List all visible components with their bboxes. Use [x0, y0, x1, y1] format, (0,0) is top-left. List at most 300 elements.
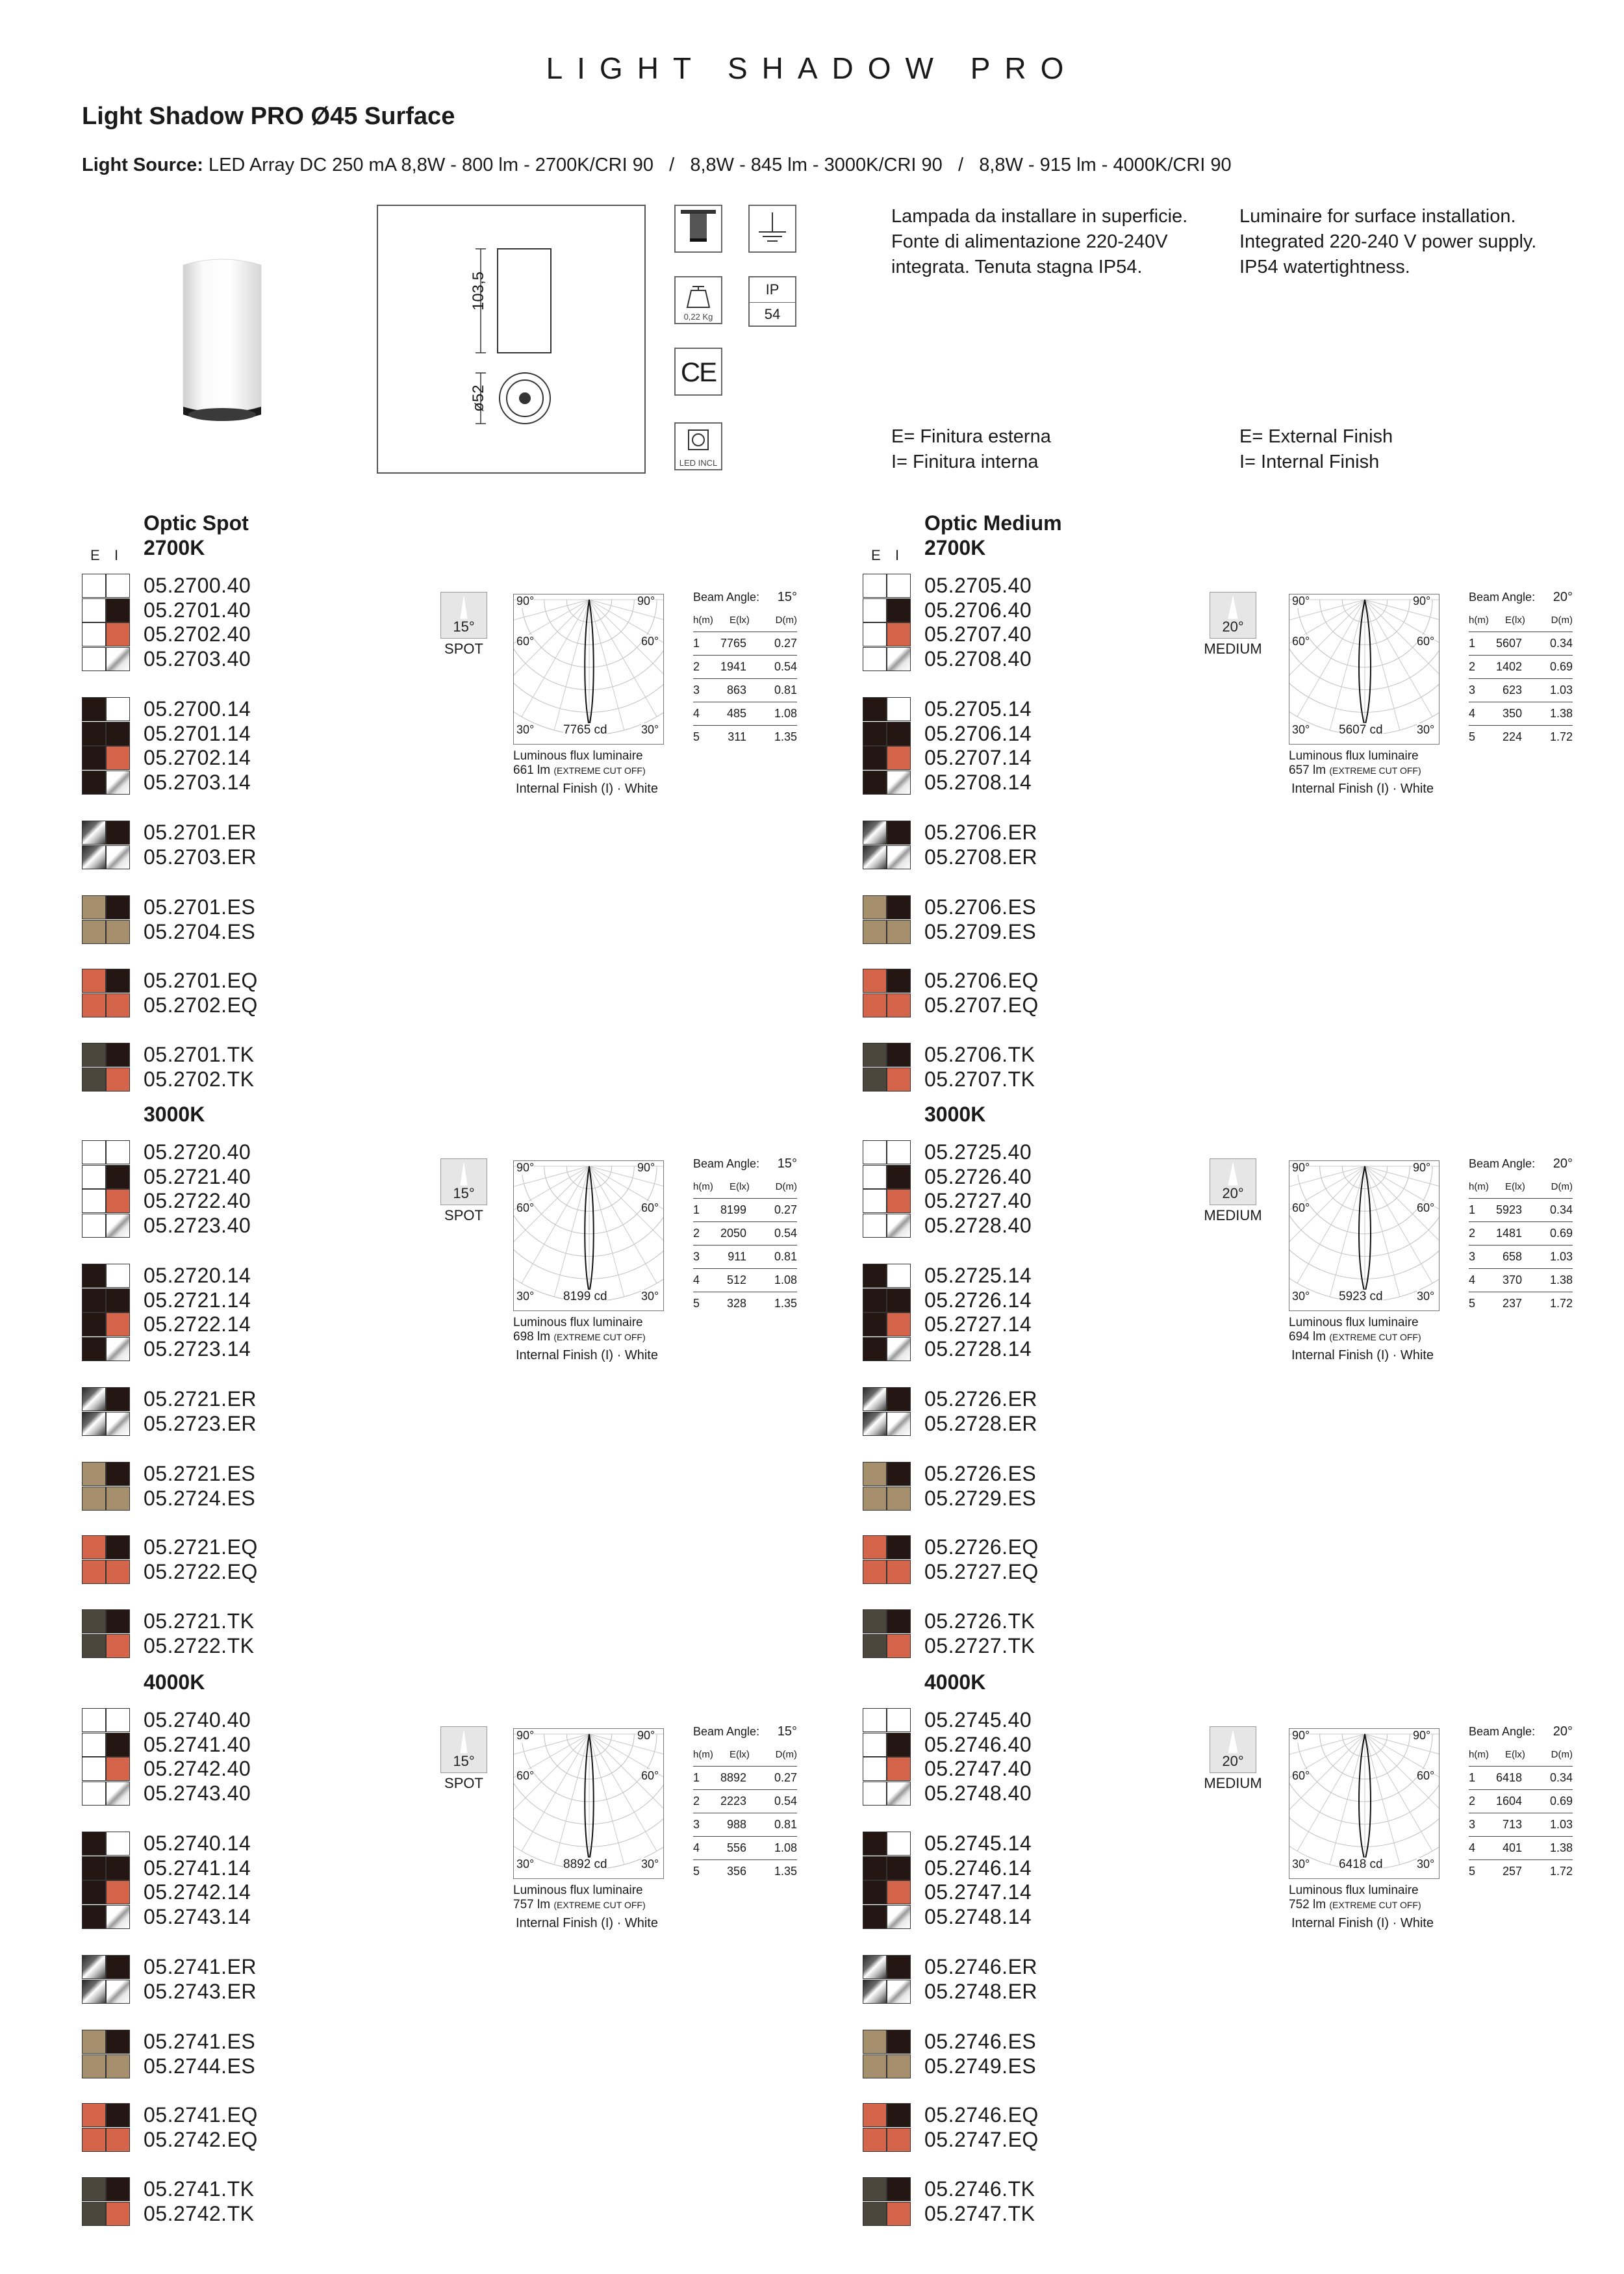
swatch-internal [106, 920, 130, 944]
product-code: 05.2726.40 [924, 1164, 1032, 1188]
table-cell: 370 [1502, 1273, 1522, 1286]
swatch-external [863, 969, 887, 993]
beam-type-icon [440, 1726, 487, 1773]
product-code: 05.2723.ER [144, 1411, 257, 1435]
product-code-row[interactable] [82, 1560, 355, 1584]
product-code-row[interactable] [863, 1189, 1136, 1213]
product-code-row[interactable] [82, 1043, 355, 1067]
swatch-external [863, 2030, 887, 2054]
product-code-row[interactable] [863, 1782, 1136, 1806]
table-column-header: D(m) [775, 1749, 797, 1760]
product-code-row[interactable] [82, 920, 355, 944]
product-code: 05.2701.ER [144, 821, 257, 844]
table-row [1469, 1813, 1573, 1837]
table-row [693, 679, 797, 702]
product-code-row[interactable] [863, 895, 1136, 919]
swatch-external [863, 1832, 887, 1856]
polar-grid-circle [1289, 600, 1439, 712]
table-cell: 401 [1502, 1841, 1522, 1854]
product-code-row[interactable] [82, 722, 355, 746]
product-code: 05.2746.EQ [924, 2103, 1039, 2127]
product-code: 05.2748.14 [924, 1904, 1032, 1928]
table-row [693, 1292, 797, 1315]
swatch-internal [887, 574, 911, 598]
beam-angle-value: 15° [777, 1724, 797, 1739]
product-code-row[interactable] [863, 1634, 1136, 1658]
flux-label: Luminous flux luminaire [1289, 749, 1419, 763]
product-code-row[interactable] [82, 1337, 355, 1361]
product-code: 05.2722.40 [144, 1189, 251, 1212]
product-code: 05.2745.40 [924, 1708, 1032, 1731]
product-code: 05.2747.40 [924, 1757, 1032, 1780]
swatch-internal [106, 1487, 130, 1511]
product-code-row[interactable] [863, 2054, 1136, 2078]
product-code-row[interactable] [863, 1462, 1136, 1486]
product-code-row[interactable] [82, 1905, 355, 1929]
polar-angle-label: 30° [641, 1858, 659, 1871]
product-code: 05.2723.40 [144, 1213, 251, 1237]
swatch-external [863, 1140, 887, 1164]
beam-icon-degrees: 20° [1222, 1185, 1244, 1201]
table-cell: 4 [693, 1273, 700, 1286]
photometric-table [693, 1720, 797, 1883]
product-code-row[interactable] [863, 1288, 1136, 1312]
product-code-row[interactable] [82, 1312, 355, 1336]
product-code-row[interactable] [82, 2030, 355, 2054]
table-cell: 1.38 [1549, 707, 1573, 720]
table-cell: 2 [1469, 1795, 1476, 1808]
swatch-external [863, 1733, 887, 1757]
product-code-row[interactable] [82, 598, 355, 622]
product-code-row[interactable] [863, 1043, 1136, 1067]
product-code-row[interactable] [82, 1165, 355, 1189]
product-code-row[interactable] [82, 746, 355, 770]
internal-finish-note: Internal Finish (I) · White [1291, 782, 1434, 796]
table-header-row [693, 1175, 797, 1199]
product-code-row[interactable] [863, 771, 1136, 795]
polar-angle-label: 60° [641, 1769, 659, 1782]
swatch-external [82, 746, 106, 770]
table-header-row [693, 609, 797, 632]
table-cell: 988 [726, 1818, 746, 1831]
product-code: 05.2728.ER [924, 1411, 1038, 1435]
polar-diagram-grid [514, 1161, 663, 1310]
table-header-row [1469, 1743, 1573, 1767]
swatch-internal [106, 1832, 130, 1856]
product-code: 05.2708.14 [924, 770, 1032, 794]
swatch-internal [887, 1832, 911, 1856]
product-code-row[interactable] [863, 1312, 1136, 1336]
swatch-internal [106, 969, 130, 993]
product-code-row[interactable] [82, 1757, 355, 1781]
swatch-internal [887, 1387, 911, 1411]
swatch-internal [887, 722, 911, 746]
product-code-row[interactable] [82, 1856, 355, 1880]
swatch-internal [887, 697, 911, 721]
polar-angle-label: 60° [1292, 1201, 1310, 1214]
swatch-external [863, 1980, 887, 2004]
product-code-row[interactable] [82, 993, 355, 1017]
table-cell: 5 [693, 1297, 700, 1310]
product-code-row[interactable] [82, 1214, 355, 1238]
beam-type-icon [440, 1158, 487, 1205]
swatch-external [82, 1214, 106, 1238]
beam-icon-degrees: 20° [1222, 1753, 1244, 1769]
polar-peak-value: 6418 cd [1339, 1858, 1383, 1871]
product-code: 05.2741.TK [144, 2177, 255, 2201]
polar-angle-label: 60° [516, 1201, 535, 1214]
product-code: 05.2740.40 [144, 1708, 251, 1731]
flux-label: Luminous flux luminaire [513, 749, 643, 763]
table-row [693, 1222, 797, 1246]
swatch-internal [106, 1955, 130, 1979]
table-column-header: E(lx) [1505, 615, 1525, 626]
product-code-row[interactable] [82, 1288, 355, 1312]
product-code-row[interactable] [863, 1535, 1136, 1559]
table-cell: 1 [693, 1771, 700, 1784]
table-cell: 0.54 [774, 660, 797, 673]
product-code-row[interactable] [863, 1856, 1136, 1880]
swatch-internal [106, 1387, 130, 1411]
product-code-row[interactable] [863, 647, 1136, 671]
table-cell: 4 [1469, 1273, 1476, 1286]
internal-finish-note: Internal Finish (I) · White [516, 1916, 658, 1930]
product-code-row[interactable] [863, 1980, 1136, 2004]
product-code-row[interactable] [863, 746, 1136, 770]
swatch-external [863, 598, 887, 622]
polar-angle-label: 30° [1292, 723, 1310, 736]
flux-value-line [1289, 1329, 1421, 1345]
table-cell: 4 [1469, 707, 1476, 720]
swatch-internal [106, 2054, 130, 2078]
swatch-internal [887, 1634, 911, 1658]
product-code-row[interactable] [863, 1832, 1136, 1856]
table-column-header: h(m) [1469, 1181, 1489, 1192]
table-row [1469, 1292, 1573, 1315]
swatch-external [863, 1487, 887, 1511]
product-code-row[interactable] [82, 1487, 355, 1511]
polar-angle-label: 30° [1417, 723, 1435, 736]
table-cell: 5607 [1495, 637, 1522, 650]
polar-peak-value: 5607 cd [1339, 723, 1383, 737]
product-code-row[interactable] [82, 2128, 355, 2152]
product-code: 05.2721.40 [144, 1164, 251, 1188]
product-code: 05.2705.40 [924, 574, 1032, 597]
swatch-external [82, 1609, 106, 1633]
product-code-row[interactable] [863, 1880, 1136, 1904]
table-cell: 0.34 [1549, 1203, 1573, 1216]
swatch-internal [106, 697, 130, 721]
product-code-row[interactable] [82, 1189, 355, 1213]
swatch-external [863, 1462, 887, 1486]
product-code-row[interactable] [82, 622, 355, 646]
swatch-internal [106, 722, 130, 746]
polar-angle-label: 90° [1292, 594, 1310, 607]
product-code-row[interactable] [863, 574, 1136, 598]
swatch-internal [887, 1782, 911, 1806]
product-code-row[interactable] [863, 1733, 1136, 1757]
ip-rating-icon [748, 276, 796, 327]
swatch-internal [887, 2128, 911, 2152]
product-title: Light Shadow PRO Ø45 Surface [82, 103, 455, 130]
product-code-row[interactable] [82, 2202, 355, 2226]
swatch-internal [106, 993, 130, 1017]
product-code: 05.2746.TK [924, 2177, 1035, 2201]
swatch-internal [106, 821, 130, 845]
product-code-row[interactable] [82, 1980, 355, 2004]
swatch-internal [887, 895, 911, 919]
swatch-external [863, 2202, 887, 2226]
product-code-row[interactable] [82, 821, 355, 845]
product-code-row[interactable] [82, 1140, 355, 1164]
product-code-row[interactable] [863, 969, 1136, 993]
product-code-row[interactable] [863, 2177, 1136, 2201]
product-code-row[interactable] [863, 1487, 1136, 1511]
product-code-row[interactable] [863, 2030, 1136, 2054]
product-code-row[interactable] [863, 2202, 1136, 2226]
product-code-row[interactable] [863, 1757, 1136, 1781]
table-row [1469, 1767, 1573, 1790]
table-column-header: E(lx) [1505, 1749, 1525, 1760]
finish-legend-english: E= External Finish I= Internal Finish [1239, 426, 1393, 472]
table-cell: 5 [1469, 1865, 1476, 1878]
internal-finish-note: Internal Finish (I) · White [1291, 1916, 1434, 1930]
flux-value: 757 lm [513, 1898, 554, 1911]
finish-header-i: I [895, 547, 900, 563]
product-code-row[interactable] [82, 1880, 355, 1904]
swatch-internal [106, 1189, 130, 1213]
swatch-internal [887, 1880, 911, 1904]
product-code-row[interactable] [863, 845, 1136, 869]
polar-grid-ray [1297, 600, 1365, 717]
table-cell: 0.81 [774, 1250, 797, 1263]
product-code-row[interactable] [82, 969, 355, 993]
swatch-internal [887, 1733, 911, 1757]
beam-type-icon [1210, 1726, 1256, 1773]
product-code-row[interactable] [82, 1634, 355, 1658]
swatch-internal [106, 895, 130, 919]
polar-angle-label: 90° [1292, 1729, 1310, 1742]
table-row [693, 1790, 797, 1813]
product-code-row[interactable] [82, 1708, 355, 1732]
product-code-row[interactable] [863, 722, 1136, 746]
product-code-row[interactable] [863, 1214, 1136, 1238]
product-code-row[interactable] [82, 1462, 355, 1486]
product-code: 05.2741.40 [144, 1732, 251, 1756]
product-code: 05.2706.14 [924, 721, 1032, 745]
product-code: 05.2700.40 [144, 574, 251, 597]
polar-grid-ray [522, 1734, 589, 1851]
swatch-external [863, 2177, 887, 2201]
table-row [1469, 1222, 1573, 1246]
product-code-row[interactable] [82, 845, 355, 869]
product-code: 05.2746.14 [924, 1856, 1032, 1880]
product-code-row[interactable] [82, 647, 355, 671]
table-cell: 1.35 [774, 730, 797, 743]
table-cell: 4 [1469, 1841, 1476, 1854]
product-code-row[interactable] [82, 1264, 355, 1288]
polar-angle-label: 60° [641, 635, 659, 648]
product-code-row[interactable] [82, 895, 355, 919]
product-code-row[interactable] [863, 920, 1136, 944]
swatch-external [82, 1387, 106, 1411]
table-cell: 3 [1469, 1818, 1476, 1831]
swatch-external [82, 1955, 106, 1979]
table-cell: 1 [1469, 637, 1476, 650]
table-cell: 0.27 [774, 1203, 797, 1216]
product-code: 05.2706.EQ [924, 969, 1039, 992]
product-code-row[interactable] [82, 1733, 355, 1757]
swatch-internal [887, 821, 911, 845]
product-code-row[interactable] [863, 1609, 1136, 1633]
table-cell: 1.38 [1549, 1273, 1573, 1286]
product-code-row[interactable] [863, 1140, 1136, 1164]
table-cell: 0.69 [1549, 1227, 1573, 1240]
beam-icon-degrees: 20° [1222, 619, 1244, 635]
product-code-row[interactable] [863, 622, 1136, 646]
product-code-row[interactable] [82, 1412, 355, 1436]
product-code: 05.2747.TK [924, 2201, 1035, 2225]
swatch-internal [887, 1312, 911, 1336]
swatch-external [82, 1043, 106, 1067]
product-code-row[interactable] [863, 1337, 1136, 1361]
product-code-row[interactable] [863, 1264, 1136, 1288]
table-row [693, 656, 797, 679]
product-code-row[interactable] [863, 1412, 1136, 1436]
swatch-external [82, 1462, 106, 1486]
beam-cone-shape [1228, 596, 1237, 619]
product-code-row[interactable] [863, 1560, 1136, 1584]
swatch-internal [887, 2030, 911, 2054]
product-code: 05.2743.14 [144, 1904, 251, 1928]
swatch-internal [887, 1955, 911, 1979]
swatch-internal [106, 1856, 130, 1880]
swatch-external [82, 598, 106, 622]
product-code: 05.2724.ES [144, 1486, 256, 1510]
polar-angle-label: 60° [1417, 635, 1435, 648]
product-code-row[interactable] [82, 1832, 355, 1856]
table-cell: 5 [693, 730, 700, 743]
swatch-internal [887, 1067, 911, 1092]
swatch-external [82, 1757, 106, 1781]
product-code-row[interactable] [863, 821, 1136, 845]
polar-angle-label: 90° [1413, 594, 1431, 607]
product-code-row[interactable] [863, 1387, 1136, 1411]
internal-finish-note: Internal Finish (I) · White [1291, 1348, 1434, 1362]
product-code-row[interactable] [863, 1955, 1136, 1979]
swatch-internal [887, 771, 911, 795]
swatch-external [82, 1312, 106, 1336]
table-row [1469, 1269, 1573, 1292]
flux-value: 698 lm [513, 1330, 554, 1344]
table-cell: 5 [1469, 1297, 1476, 1310]
swatch-external [82, 697, 106, 721]
product-code: 05.2721.TK [144, 1609, 255, 1633]
photometric-table [1469, 1720, 1573, 1883]
product-code: 05.2726.14 [924, 1288, 1032, 1312]
product-code-row[interactable] [82, 2103, 355, 2127]
table-cell: 911 [728, 1250, 746, 1263]
product-code-row[interactable] [82, 697, 355, 721]
swatch-internal [887, 2202, 911, 2226]
product-code: 05.2707.EQ [924, 993, 1039, 1017]
polar-angle-label: 90° [1413, 1161, 1431, 1174]
swatch-external [82, 1905, 106, 1929]
swatch-internal [887, 1487, 911, 1511]
swatch-internal [887, 2177, 911, 2201]
product-code: 05.2701.EQ [144, 969, 258, 992]
table-cell: 3 [693, 683, 700, 696]
swatch-internal [887, 1412, 911, 1436]
product-code-row[interactable] [82, 2054, 355, 2078]
swatch-external [863, 1387, 887, 1411]
swatch-internal [106, 1140, 130, 1164]
product-code-row[interactable] [863, 1708, 1136, 1732]
flux-label: Luminous flux luminaire [1289, 1316, 1419, 1329]
product-code-row[interactable] [82, 1955, 355, 1979]
product-code: 05.2743.ER [144, 1979, 257, 2003]
beam-angle-row [1469, 1720, 1573, 1743]
cct-heading: 4000K [144, 1670, 205, 1694]
table-row [693, 1269, 797, 1292]
product-code: 05.2707.14 [924, 746, 1032, 769]
swatch-external [82, 1264, 106, 1288]
product-code-row[interactable] [82, 1387, 355, 1411]
product-code-row[interactable] [82, 1535, 355, 1559]
product-code-row[interactable] [863, 598, 1136, 622]
swatch-external [863, 2054, 887, 2078]
table-cell: 1604 [1495, 1795, 1522, 1808]
table-column-header: h(m) [693, 615, 713, 626]
product-code: 05.2741.EQ [144, 2103, 258, 2127]
product-code-row[interactable] [863, 1905, 1136, 1929]
description-italian: Lampada da installare in superficie. Fonte di alimentazione 220-240V integrata. Tenuta stagna IP54. [891, 206, 1188, 277]
product-code: 05.2701.14 [144, 721, 251, 745]
product-code-row[interactable] [82, 1609, 355, 1633]
product-code: 05.2708.ER [924, 845, 1038, 869]
swatch-external [863, 1609, 887, 1633]
swatch-internal [887, 1905, 911, 1929]
swatch-internal [887, 598, 911, 622]
swatch-internal [106, 574, 130, 598]
swatch-internal [106, 2030, 130, 2054]
beam-angle-row [693, 1153, 797, 1175]
product-code-row[interactable] [863, 697, 1136, 721]
product-code-row[interactable] [863, 2103, 1136, 2127]
product-code-row[interactable] [863, 993, 1136, 1017]
swatch-internal [887, 2103, 911, 2127]
polar-diagram [513, 594, 664, 745]
swatch-external [82, 1560, 106, 1584]
swatch-external [863, 1856, 887, 1880]
product-code-row[interactable] [863, 2128, 1136, 2152]
product-code: 05.2701.ES [144, 895, 256, 919]
product-code-row[interactable] [82, 1067, 355, 1092]
product-code-row[interactable] [82, 1782, 355, 1806]
product-code-row[interactable] [82, 2177, 355, 2201]
product-code-row[interactable] [82, 771, 355, 795]
table-cell: 0.27 [774, 1771, 797, 1784]
product-code-row[interactable] [82, 574, 355, 598]
swatch-internal [106, 1312, 130, 1336]
product-code-row[interactable] [863, 1165, 1136, 1189]
swatch-internal [106, 1708, 130, 1732]
swatch-internal [106, 1067, 130, 1092]
table-cell: 1.38 [1549, 1841, 1573, 1854]
polar-angle-label: 90° [1413, 1729, 1431, 1742]
product-code-row[interactable] [863, 1067, 1136, 1092]
polar-diagram-grid [514, 594, 663, 744]
